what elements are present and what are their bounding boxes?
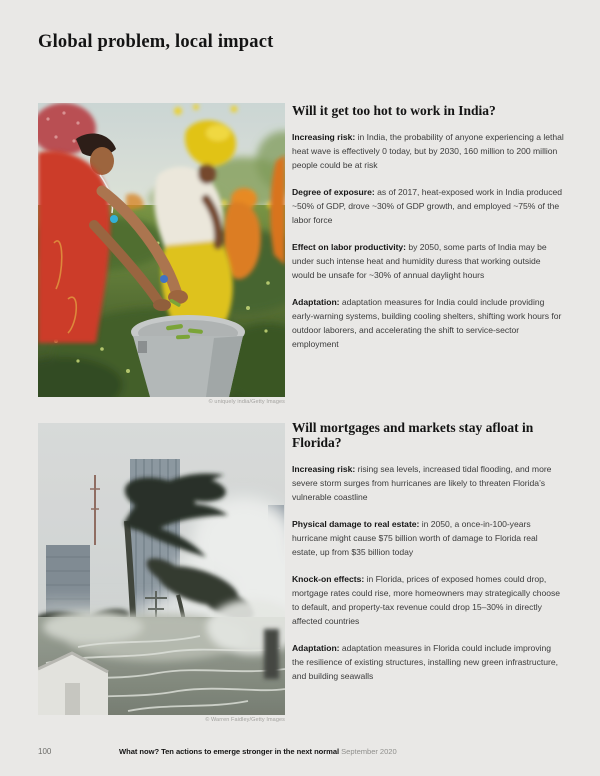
- paragraph-body: as of 2017, heat-exposed work in India produced ~50% of GDP, drove ~30% of GDP growth, and employed ~75% of the labor force: [292, 187, 562, 225]
- paragraph-lead: Adaptation:: [292, 297, 340, 307]
- paragraph-increasing-risk-fl: [292, 462, 564, 504]
- india-field-photo: [38, 103, 285, 397]
- india-photo-figure: [38, 103, 285, 405]
- paragraph-lead: Increasing risk:: [292, 464, 356, 474]
- paragraph-body: adaptation measures for India could include providing early-warning systems, building cooling shelters, shifting work hours for outdoor laborers, and accelerating the shift to service-sector employment: [292, 297, 562, 349]
- footer-report-title: [119, 747, 397, 757]
- paragraph-lead: Degree of exposure:: [292, 187, 375, 197]
- section-india: [38, 103, 562, 415]
- paragraph-labor-productivity: [292, 240, 564, 282]
- paragraph-lead: Knock-on effects:: [292, 574, 365, 584]
- photo-credit-india: © uniquely india/Getty Images: [208, 399, 285, 405]
- paragraph-body: in 2050, a once-in-100-years hurricane might cause $75 billion worth of damage to Florida real estate, up from $35 billion today: [292, 519, 538, 557]
- paragraph-body: in India, the probability of anyone experiencing a lethal heat wave is effectively 0 today, but by 2030, 160 million to 200 million people could be at risk: [292, 132, 564, 170]
- paragraph-increasing-risk: [292, 130, 564, 172]
- footer-date: September 2020: [341, 747, 397, 756]
- page-number: 100: [38, 747, 52, 756]
- paragraph-knock-on-effects: [292, 572, 564, 628]
- paragraph-adaptation-florida: [292, 641, 564, 683]
- section-florida: [38, 420, 562, 732]
- section-heading-florida: Will mortgages and markets stay afloat in Florida?: [292, 420, 534, 450]
- page-footer: [0, 747, 600, 761]
- paragraph-body: rising sea levels, increased tidal flooding, and more severe storm surges from hurricanes are likely to threaten Florida’s vulnerable coastline: [292, 464, 552, 502]
- florida-photo-figure: [38, 423, 285, 723]
- india-text-column: [292, 103, 564, 364]
- paragraph-body: adaptation measures in Florida could include improving the resilience of existing structures, installing new green infrastructure, and building seawalls: [292, 643, 558, 681]
- paragraph-body: by 2050, some parts of India may be under such intense heat and humidity duress that working outside would be unsafe for ~30% of annual daylight hours: [292, 242, 547, 280]
- paragraph-lead: Increasing risk:: [292, 132, 356, 142]
- paragraph-lead: Effect on labor productivity:: [292, 242, 407, 252]
- section-heading-india: Will it get too hot to work in India?: [292, 103, 496, 118]
- page-title: Global problem, local impact: [38, 32, 274, 52]
- footer-report-title-bold: What now? Ten actions to emerge stronger in the next normal: [119, 747, 340, 756]
- paragraph-adaptation-india: [292, 295, 564, 351]
- florida-hurricane-photo: [38, 423, 285, 715]
- paragraph-physical-damage: [292, 517, 564, 559]
- paragraph-lead: Adaptation:: [292, 643, 340, 653]
- paragraph-degree-of-exposure: [292, 185, 564, 227]
- photo-credit-florida: © Warren Faidley/Getty Images: [205, 717, 285, 723]
- florida-text-column: [292, 420, 564, 696]
- paragraph-body: in Florida, prices of exposed homes could drop, mortgage rates could rise, more homeowners may strategically choose to default, and property-tax revenue could drop 15–30% in directly affected countries: [292, 574, 561, 626]
- paragraph-lead: Physical damage to real estate:: [292, 519, 420, 529]
